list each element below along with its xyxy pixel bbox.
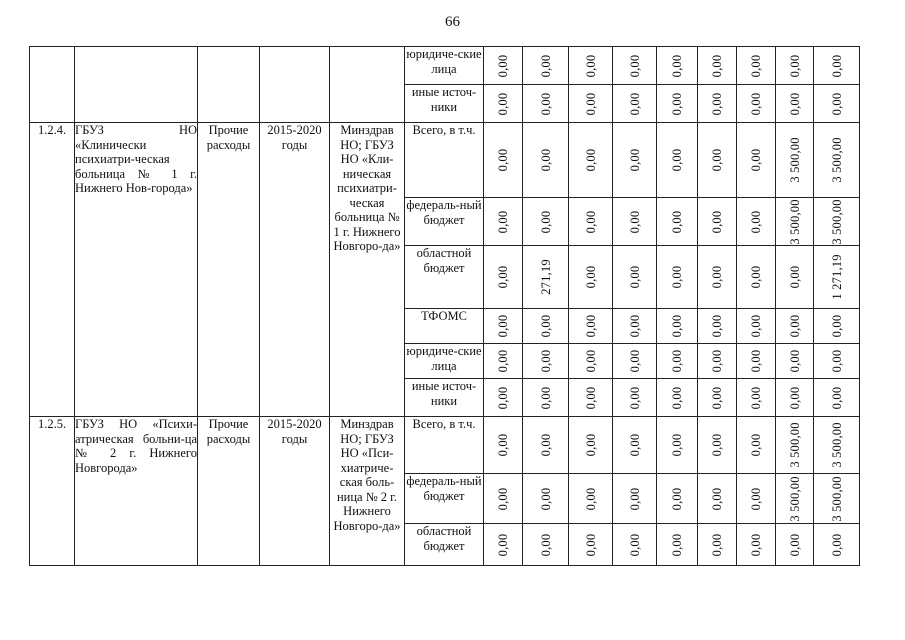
value-cell — [613, 123, 657, 198]
value-cell — [484, 417, 523, 474]
value-text: 0,00 — [627, 54, 642, 77]
value-cell — [484, 47, 523, 85]
value-cell — [776, 246, 814, 309]
source-cell: ТФОМС — [405, 309, 484, 344]
value-text: 0,00 — [709, 54, 724, 77]
value-text: 0,00 — [627, 386, 642, 409]
value-text: 0,00 — [709, 487, 724, 510]
value-text: 0,00 — [669, 148, 684, 172]
value-cell — [657, 344, 698, 379]
value-text: 0,00 — [495, 533, 510, 556]
value-cell — [737, 344, 776, 379]
value-cell — [657, 417, 698, 474]
value-cell — [484, 123, 523, 198]
item-number: 1.2.5. — [30, 417, 75, 566]
value-text: 0,00 — [538, 386, 553, 409]
value-cell — [523, 417, 569, 474]
source-cell: иные источ-ники — [405, 379, 484, 417]
source-cell: областной бюджет — [405, 246, 484, 309]
value-cell — [776, 524, 814, 566]
table-body — [30, 47, 860, 566]
value-cell — [737, 47, 776, 85]
value-text: 0,00 — [748, 487, 763, 510]
value-text: 0,00 — [495, 265, 510, 289]
value-cell — [523, 524, 569, 566]
source-cell: юридиче-ские лица — [405, 344, 484, 379]
value-text: 3 500,00 — [787, 475, 802, 522]
value-cell — [613, 47, 657, 85]
value-cell — [523, 198, 569, 246]
value-text: 0,00 — [583, 265, 598, 289]
value-cell — [814, 379, 860, 417]
value-cell — [569, 123, 613, 198]
value-text: 0,00 — [538, 349, 553, 373]
executor-cell — [330, 47, 405, 123]
value-text: 3 500,00 — [829, 422, 844, 468]
value-cell — [657, 198, 698, 246]
value-text: 0,00 — [829, 92, 844, 115]
value-cell — [569, 309, 613, 344]
value-text: 0,00 — [829, 54, 844, 77]
table-row — [30, 417, 860, 474]
executor: Минздрав НО; ГБУЗ НО «Кли-ническая психиатри-ческая больница № 1 г. Нижнего Новгоро-да» — [330, 123, 405, 417]
value-text: 0,00 — [829, 349, 844, 373]
value-cell — [698, 198, 737, 246]
value-cell — [737, 123, 776, 198]
value-cell — [484, 524, 523, 566]
value-cell — [776, 344, 814, 379]
value-text: 0,00 — [627, 533, 642, 556]
value-cell — [523, 344, 569, 379]
number-cell — [30, 47, 75, 123]
value-cell — [657, 47, 698, 85]
value-cell — [737, 309, 776, 344]
value-text: 0,00 — [627, 210, 642, 233]
value-text: 3 500,00 — [787, 198, 802, 245]
value-cell — [569, 379, 613, 417]
value-cell — [613, 246, 657, 309]
value-text: 0,00 — [583, 210, 598, 233]
category-cell — [198, 47, 260, 123]
value-cell — [776, 123, 814, 198]
value-cell — [569, 474, 613, 524]
value-cell — [613, 85, 657, 123]
value-text: 0,00 — [627, 148, 642, 172]
value-cell — [814, 344, 860, 379]
value-cell — [569, 85, 613, 123]
value-text: 0,00 — [829, 386, 844, 409]
value-text: 0,00 — [829, 314, 844, 338]
period: 2015-2020 годы — [260, 417, 330, 566]
value-text: 0,00 — [787, 54, 802, 77]
value-text: 3 500,00 — [787, 422, 802, 468]
value-text: 0,00 — [538, 54, 553, 77]
source-cell: федераль-ный бюджет — [405, 474, 484, 524]
value-cell — [776, 47, 814, 85]
value-text: 0,00 — [669, 92, 684, 115]
value-text: 0,00 — [709, 148, 724, 172]
value-text: 0,00 — [495, 386, 510, 409]
source-cell: Всего, в т.ч. — [405, 123, 484, 198]
value-cell — [814, 309, 860, 344]
value-cell — [657, 85, 698, 123]
value-cell — [657, 309, 698, 344]
value-cell — [776, 198, 814, 246]
value-text: 3 500,00 — [829, 475, 844, 522]
value-cell — [698, 524, 737, 566]
expense-category: Прочие расходы — [198, 417, 260, 566]
value-text: 0,00 — [495, 314, 510, 338]
value-text: 0,00 — [709, 386, 724, 409]
value-cell — [523, 47, 569, 85]
value-cell — [657, 246, 698, 309]
value-text: 0,00 — [787, 533, 802, 556]
value-cell — [569, 344, 613, 379]
value-cell — [814, 198, 860, 246]
value-cell — [698, 309, 737, 344]
value-cell — [613, 198, 657, 246]
value-cell — [484, 246, 523, 309]
value-cell — [737, 198, 776, 246]
value-text: 0,00 — [748, 314, 763, 338]
value-text: 0,00 — [583, 148, 598, 172]
value-text: 0,00 — [627, 349, 642, 373]
value-text: 0,00 — [669, 349, 684, 373]
value-text: 0,00 — [538, 487, 553, 510]
page-number: 66 — [445, 14, 460, 30]
value-text: 0,00 — [748, 148, 763, 172]
value-text: 0,00 — [669, 386, 684, 409]
value-cell — [698, 123, 737, 198]
value-cell — [814, 123, 860, 198]
program-cell — [75, 47, 198, 123]
value-text: 0,00 — [669, 433, 684, 457]
item-number: 1.2.4. — [30, 123, 75, 417]
value-cell — [484, 379, 523, 417]
value-text: 0,00 — [495, 210, 510, 233]
value-text: 0,00 — [583, 487, 598, 510]
value-text: 0,00 — [495, 92, 510, 115]
value-text: 0,00 — [495, 433, 510, 457]
value-text: 0,00 — [748, 92, 763, 115]
value-cell — [698, 379, 737, 417]
value-cell — [737, 524, 776, 566]
value-cell — [698, 47, 737, 85]
value-cell — [484, 198, 523, 246]
value-cell — [613, 474, 657, 524]
value-text: 0,00 — [583, 54, 598, 77]
value-cell — [657, 524, 698, 566]
value-cell — [737, 474, 776, 524]
value-cell — [776, 379, 814, 417]
value-text: 0,00 — [495, 349, 510, 373]
value-text: 0,00 — [627, 487, 642, 510]
value-text: 0,00 — [709, 533, 724, 556]
value-cell — [698, 246, 737, 309]
value-text: 0,00 — [669, 533, 684, 556]
value-cell — [569, 47, 613, 85]
value-cell — [523, 246, 569, 309]
value-text: 0,00 — [538, 433, 553, 457]
value-text: 0,00 — [583, 314, 598, 338]
value-text: 0,00 — [583, 533, 598, 556]
source-cell: юридиче-ские лица — [405, 47, 484, 85]
value-cell — [523, 474, 569, 524]
value-cell — [484, 85, 523, 123]
value-text: 0,00 — [787, 386, 802, 409]
value-cell — [814, 246, 860, 309]
value-cell — [613, 524, 657, 566]
value-text: 0,00 — [709, 210, 724, 233]
value-text: 0,00 — [495, 148, 510, 172]
value-cell — [657, 379, 698, 417]
value-cell — [484, 344, 523, 379]
value-cell — [698, 85, 737, 123]
value-cell — [776, 85, 814, 123]
value-cell — [569, 198, 613, 246]
value-text: 0,00 — [787, 314, 802, 338]
value-cell — [613, 344, 657, 379]
value-text: 0,00 — [669, 314, 684, 338]
value-cell — [814, 417, 860, 474]
value-cell — [814, 524, 860, 566]
value-cell — [484, 309, 523, 344]
value-cell — [523, 309, 569, 344]
value-text: 0,00 — [787, 349, 802, 373]
program-name: ГБУЗ НО «Клинически психиатри-ческая больница № 1 г. Нижнего Нов-города» — [75, 123, 198, 417]
value-cell — [698, 417, 737, 474]
value-text: 0,00 — [709, 433, 724, 457]
source-cell: иные источ-ники — [405, 85, 484, 123]
value-text: 3 500,00 — [787, 137, 802, 183]
value-text: 0,00 — [748, 210, 763, 233]
value-text: 0,00 — [748, 349, 763, 373]
value-text: 0,00 — [748, 533, 763, 556]
value-text: 0,00 — [538, 210, 553, 233]
value-cell — [484, 474, 523, 524]
value-cell — [523, 379, 569, 417]
value-text: 0,00 — [669, 265, 684, 289]
source-cell: федераль-ный бюджет — [405, 198, 484, 246]
period-cell — [260, 47, 330, 123]
executor: Минздрав НО; ГБУЗ НО «Пси-хиатриче-ская боль-ница № 2 г. Нижнего Новгоро-да» — [330, 417, 405, 566]
value-cell — [613, 417, 657, 474]
source-cell: Всего, в т.ч. — [405, 417, 484, 474]
value-text: 0,00 — [495, 487, 510, 510]
value-text: 0,00 — [538, 92, 553, 115]
value-text: 0,00 — [583, 386, 598, 409]
value-cell — [776, 474, 814, 524]
value-text: 3 500,00 — [829, 198, 844, 245]
value-text: 0,00 — [627, 265, 642, 289]
value-cell — [814, 47, 860, 85]
value-text: 0,00 — [829, 533, 844, 556]
value-text: 0,00 — [669, 210, 684, 233]
value-cell — [613, 309, 657, 344]
value-cell — [569, 246, 613, 309]
value-text: 0,00 — [627, 92, 642, 115]
value-text: 1 271,19 — [829, 254, 844, 300]
value-text: 0,00 — [748, 265, 763, 289]
value-cell — [737, 379, 776, 417]
value-text: 0,00 — [748, 433, 763, 457]
budget-table — [29, 46, 860, 566]
value-text: 0,00 — [495, 54, 510, 77]
source-cell: областной бюджет — [405, 524, 484, 566]
value-cell — [814, 474, 860, 524]
value-text: 0,00 — [583, 349, 598, 373]
value-cell — [776, 417, 814, 474]
program-name: ГБУЗ НО «Психи-атрическая больни-ца № 2 г. Нижнего Новгорода» — [75, 417, 198, 566]
value-cell — [569, 524, 613, 566]
value-text: 0,00 — [627, 433, 642, 457]
value-cell — [523, 123, 569, 198]
value-text: 0,00 — [748, 386, 763, 409]
table-row — [30, 123, 860, 198]
value-text: 0,00 — [538, 148, 553, 172]
value-cell — [698, 344, 737, 379]
value-cell — [776, 309, 814, 344]
value-text: 0,00 — [709, 92, 724, 115]
period: 2015-2020 годы — [260, 123, 330, 417]
value-text: 0,00 — [538, 533, 553, 556]
value-cell — [737, 246, 776, 309]
value-text: 0,00 — [748, 54, 763, 77]
value-cell — [737, 417, 776, 474]
value-cell — [657, 123, 698, 198]
value-cell — [523, 85, 569, 123]
value-text: 0,00 — [669, 487, 684, 510]
value-cell — [698, 474, 737, 524]
expense-category: Прочие расходы — [198, 123, 260, 417]
value-cell — [737, 85, 776, 123]
value-cell — [657, 474, 698, 524]
value-text: 271,19 — [538, 259, 553, 295]
value-text: 0,00 — [787, 265, 802, 289]
value-text: 0,00 — [669, 54, 684, 77]
value-text: 0,00 — [709, 349, 724, 373]
value-cell — [613, 379, 657, 417]
table-row — [30, 47, 860, 85]
value-cell — [569, 417, 613, 474]
value-text: 0,00 — [709, 265, 724, 289]
value-text: 0,00 — [787, 92, 802, 115]
value-text: 0,00 — [583, 433, 598, 457]
value-text: 0,00 — [627, 314, 642, 338]
value-cell — [814, 85, 860, 123]
value-text: 3 500,00 — [829, 137, 844, 183]
value-text: 0,00 — [709, 314, 724, 338]
value-text: 0,00 — [538, 314, 553, 338]
value-text: 0,00 — [583, 92, 598, 115]
